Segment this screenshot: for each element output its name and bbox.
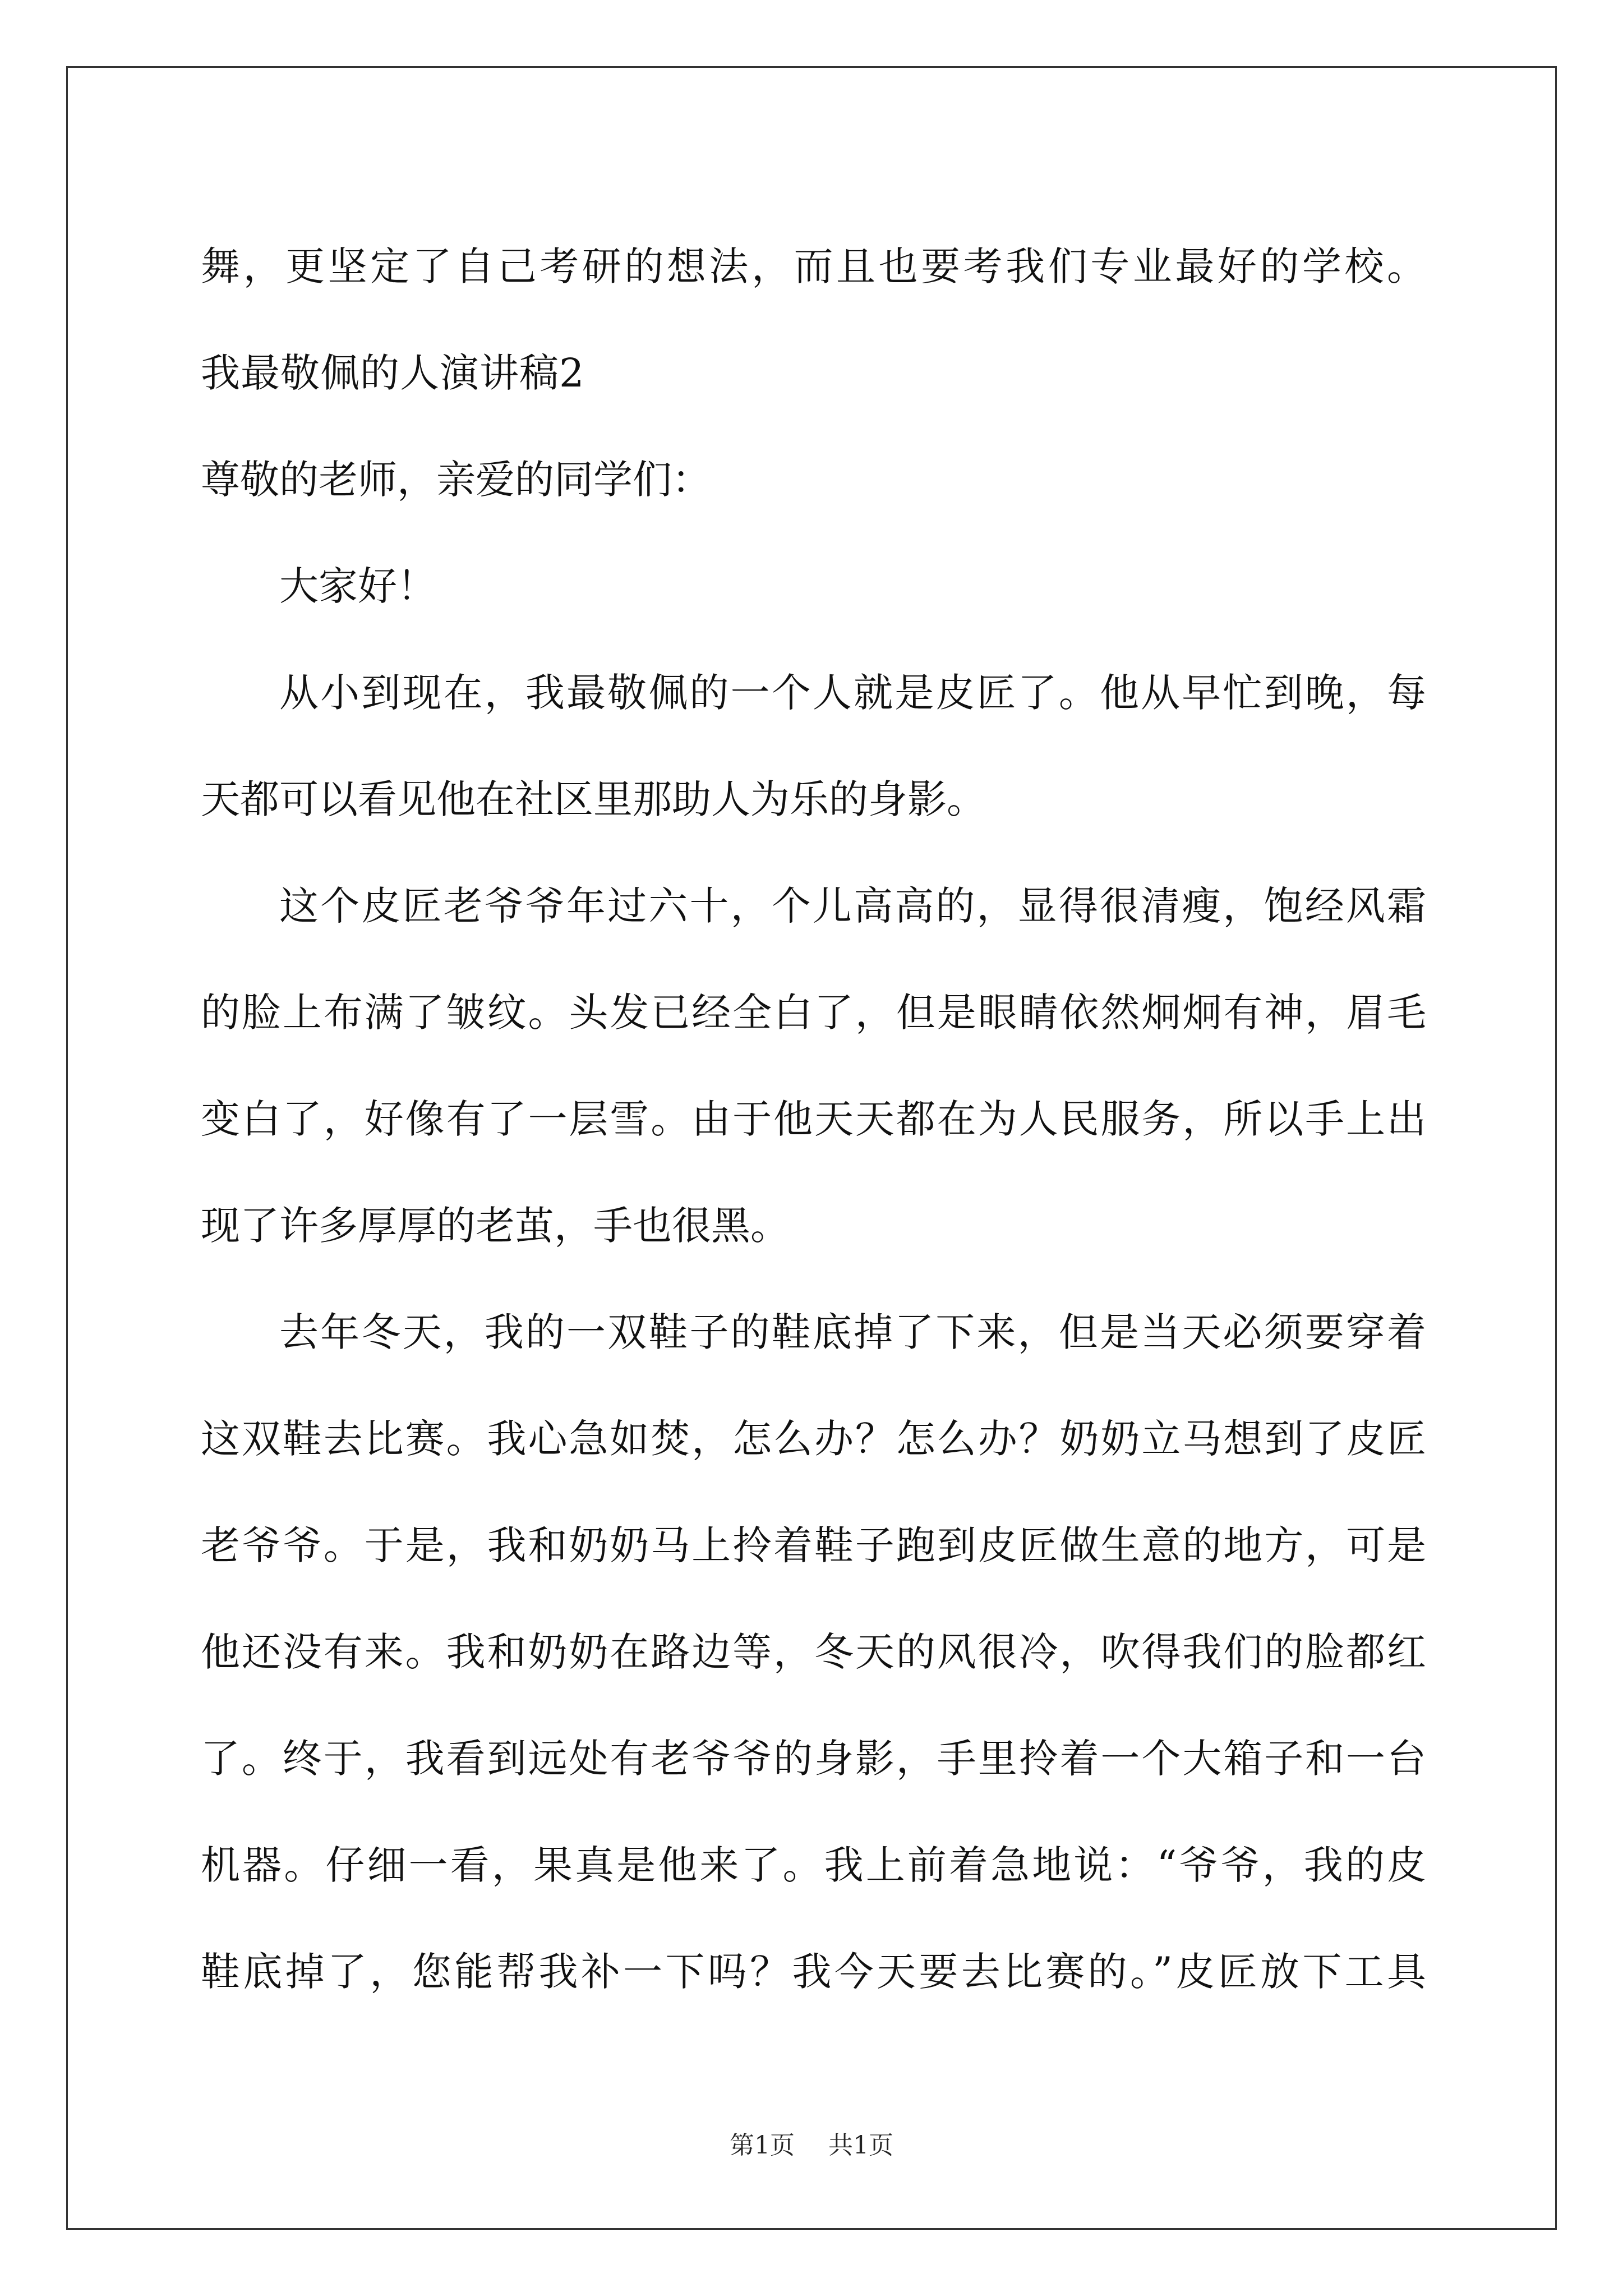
page-number-total: 共1页 — [828, 2131, 893, 2160]
body-line: 机器。仔细一看，果真是他来了。我上前着急地说：“爷爷，我的皮 — [201, 1842, 1426, 1888]
body-line: 去年冬天，我的一双鞋子的鞋底掉了下来，但是当天必须要穿着 — [279, 1309, 1426, 1355]
greeting: 大家好！ — [279, 563, 436, 609]
body-line: 这双鞋去比赛。我心急如焚，怎么办？怎么办？奶奶立马想到了皮匠 — [201, 1416, 1426, 1462]
page-number-current: 第1页 — [730, 2131, 795, 2160]
body-line: 鞋底掉了，您能帮我补一下吗？我今天要去比赛的。”皮匠放下工具 — [201, 1949, 1426, 1995]
body-line: 天都可以看见他在社区里那助人为乐的身影。 — [201, 776, 986, 822]
page-footer — [0, 2129, 1623, 2162]
body-line: 舞，更坚定了自己考研的想法，而且也要考我们专业最好的学校。 — [201, 243, 1426, 289]
body-line: 从小到现在，我最敬佩的一个人就是皮匠了。他从早忙到晚，每 — [279, 670, 1426, 716]
salutation: 尊敬的老师，亲爱的同学们： — [201, 457, 711, 503]
body-line: 老爷爷。于是，我和奶奶马上拎着鞋子跑到皮匠做生意的地方，可是 — [201, 1522, 1426, 1568]
document-body — [201, 213, 1426, 2025]
body-line: 了。终于，我看到远处有老爷爷的身影，手里拎着一个大箱子和一台 — [201, 1736, 1426, 1782]
body-line: 现了许多厚厚的老茧，手也很黑。 — [201, 1203, 790, 1249]
body-line: 这个皮匠老爷爷年过六十，个儿高高的，显得很清瘦，饱经风霜 — [279, 883, 1426, 929]
section-title: 我最敬佩的人演讲稿2 — [201, 350, 585, 396]
body-line: 的脸上布满了皱纹。头发已经全白了，但是眼睛依然炯炯有神，眉毛 — [201, 990, 1426, 1036]
body-line: 变白了，好像有了一层雪。由于他天天都在为人民服务，所以手上出 — [201, 1096, 1426, 1142]
body-line: 他还没有来。我和奶奶在路边等，冬天的风很冷，吹得我们的脸都红 — [201, 1629, 1426, 1675]
